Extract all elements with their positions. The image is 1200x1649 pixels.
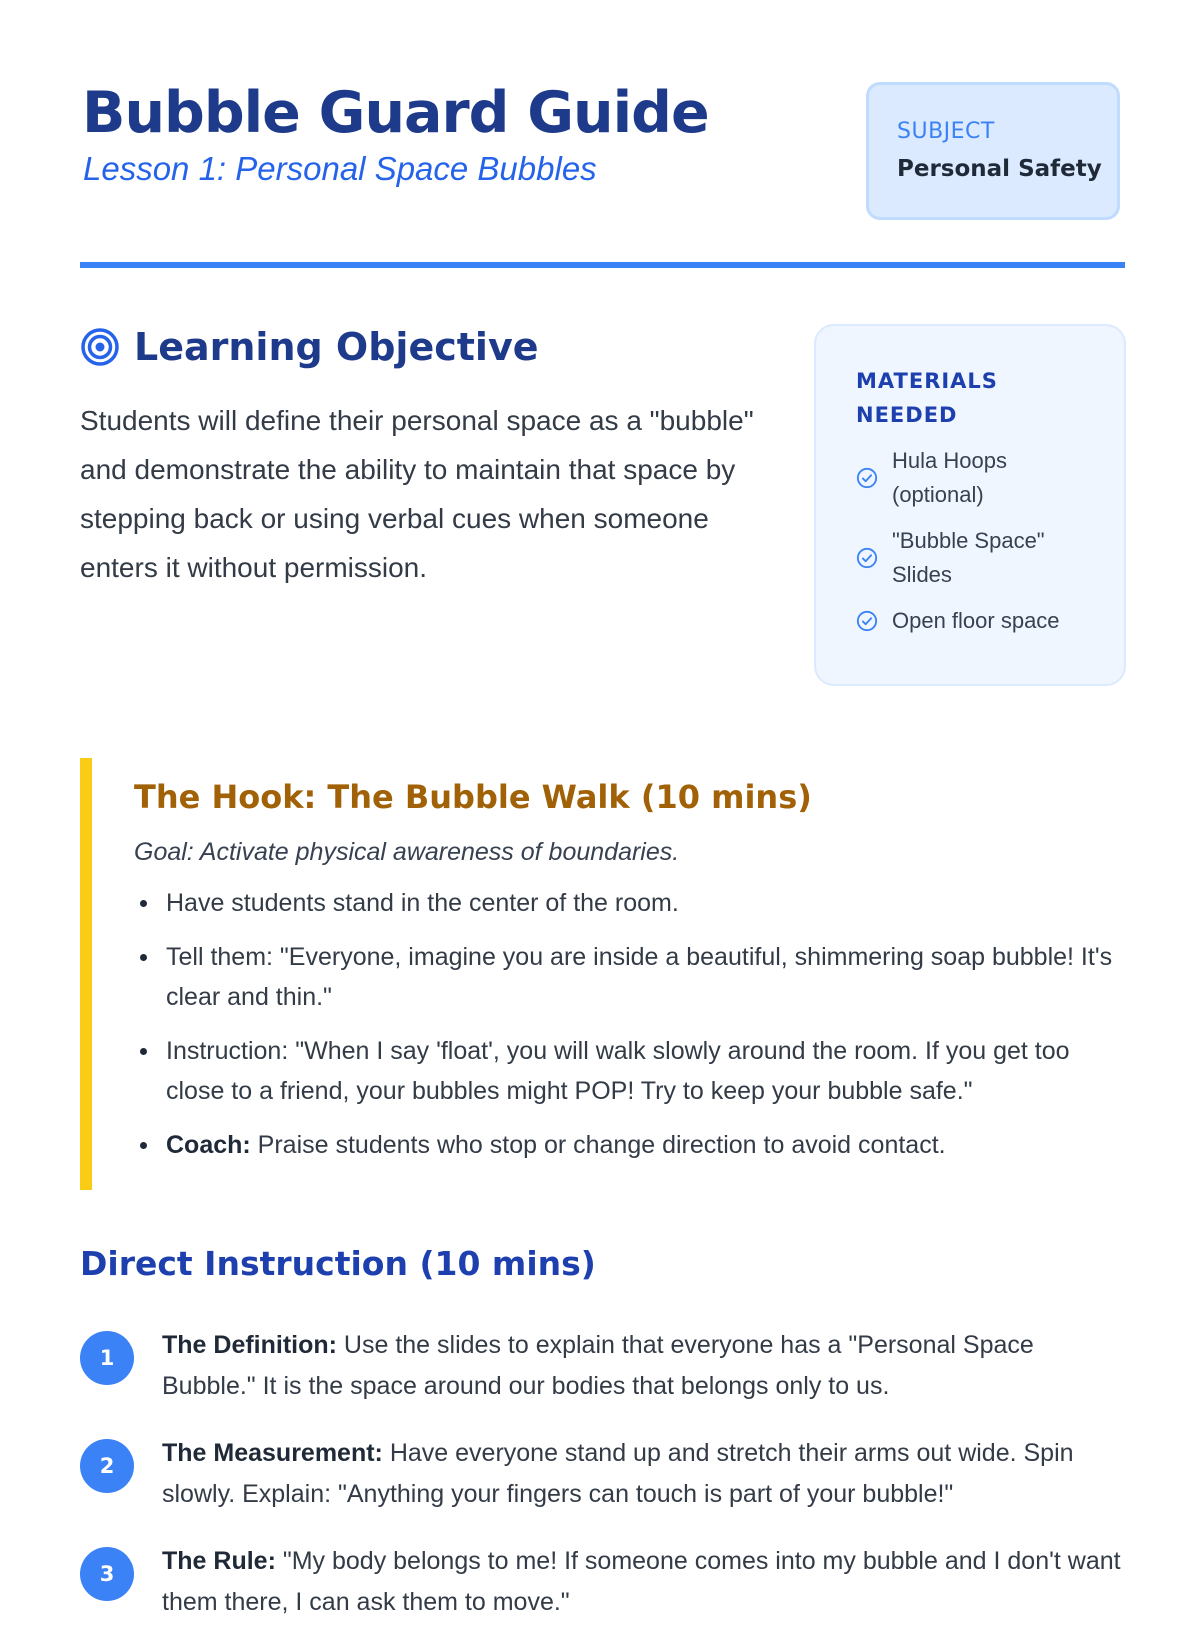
objective-title: Learning Objective xyxy=(134,325,539,369)
step-label: The Measurement: xyxy=(162,1439,383,1467)
step-number-badge: 2 xyxy=(80,1439,134,1493)
material-label: Open floor space xyxy=(892,608,1060,633)
step-text: Have everyone stand up and stretch their arms out wide. Spin slowly. Explain: "Anything your fingers can touch is part of your bubble!" xyxy=(162,1439,1074,1508)
page-title: Bubble Guard Guide xyxy=(82,80,709,146)
materials-list xyxy=(856,444,1104,638)
list-item xyxy=(134,1125,1126,1165)
step-item xyxy=(80,1325,1126,1407)
list-item: Have students stand in the center of the room. xyxy=(134,883,1126,923)
check-circle-icon xyxy=(856,610,878,632)
direct-instruction-title: Direct Instruction (10 mins) xyxy=(80,1244,596,1283)
lesson-subtitle: Lesson 1: Personal Space Bubbles xyxy=(83,150,597,187)
step-item xyxy=(80,1433,1126,1515)
subject-label: SUBJECT xyxy=(897,119,995,144)
lesson-header xyxy=(80,80,1120,270)
objective-heading xyxy=(80,322,760,372)
list-item: Instruction: "When I say 'float', you will walk slowly around the room. If you get too close to a friend, your bubbles might POP! Try to keep your bubble safe." xyxy=(134,1031,1126,1111)
header-divider xyxy=(80,262,1125,268)
direct-instruction-section xyxy=(80,1244,1126,1649)
subject-value: Personal Safety xyxy=(897,156,1102,182)
list-item: Tell them: "Everyone, imagine you are inside a beautiful, shimmering soap bubble! It's clear and thin." xyxy=(134,937,1126,1017)
step-number-badge: 1 xyxy=(80,1331,134,1385)
coach-text: Praise students who stop or change direction to avoid contact. xyxy=(250,1131,946,1159)
hook-goal: Goal: Activate physical awareness of boundaries. xyxy=(134,838,680,866)
step-text: "My body belongs to me! If someone comes into my bubble and I don't want them there, I can ask them to move." xyxy=(162,1547,1121,1616)
check-circle-icon xyxy=(856,547,878,569)
hook-title: The Hook: The Bubble Walk (10 mins) xyxy=(134,778,812,816)
coach-label: Coach: xyxy=(166,1131,251,1159)
objective-text: Students will define their personal space as a "bubble" and demonstrate the ability to maintain that space by stepping back or using verbal cues when someone enters it without permission. xyxy=(80,405,754,583)
hook-list xyxy=(134,883,1126,1165)
list-item xyxy=(856,524,1104,592)
materials-card xyxy=(814,324,1126,686)
hook-section xyxy=(80,758,1126,1190)
material-label: Hula Hoops (optional) xyxy=(892,448,1007,507)
step-text: Use the slides to explain that everyone has a "Personal Space Bubble." It is the space around our bodies that belongs only to us. xyxy=(162,1331,1034,1400)
list-item xyxy=(856,604,1104,638)
step-label: The Rule: xyxy=(162,1547,276,1575)
list-item xyxy=(856,444,1104,512)
step-item xyxy=(80,1541,1126,1623)
target-icon xyxy=(80,327,120,367)
materials-title: MATERIALS NEEDED xyxy=(856,369,998,427)
step-number-badge: 3 xyxy=(80,1547,134,1601)
steps-list xyxy=(80,1325,1126,1623)
material-label: "Bubble Space" Slides xyxy=(892,528,1045,587)
check-circle-icon xyxy=(856,467,878,489)
step-label: The Definition: xyxy=(162,1331,337,1359)
subject-card xyxy=(866,82,1120,220)
learning-objective-section xyxy=(80,322,760,592)
